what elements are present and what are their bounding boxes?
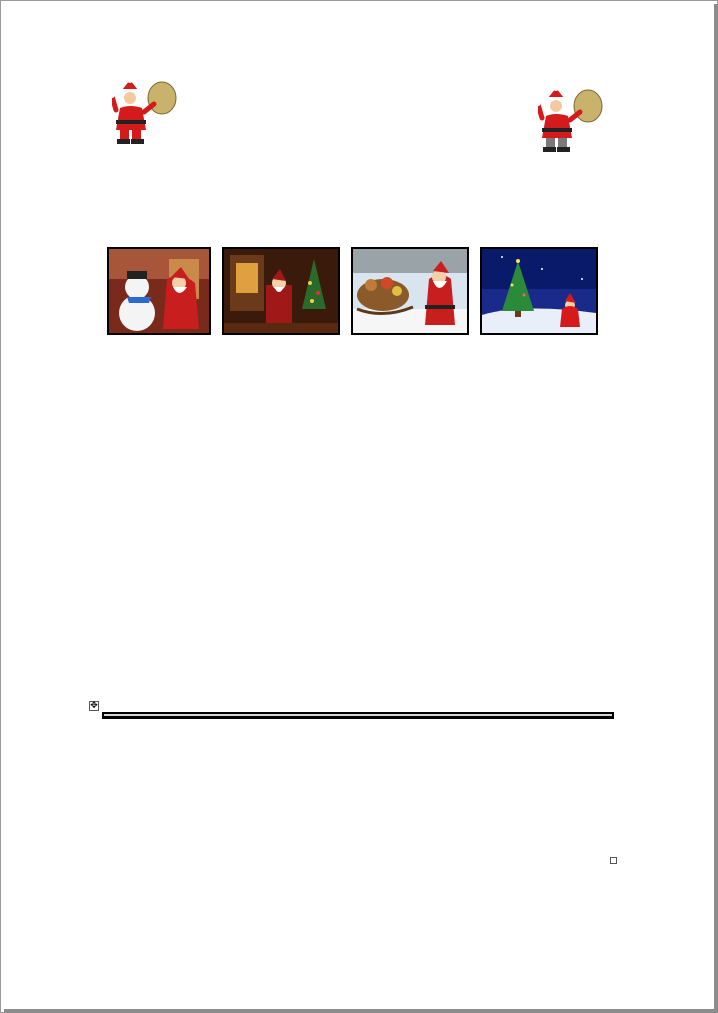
column-header-name: [358, 717, 613, 719]
column-header-country: [103, 717, 358, 719]
table-move-handle[interactable]: ✥: [90, 701, 98, 711]
photo-santa-sleigh: [351, 247, 469, 335]
table-resize-handle[interactable]: [610, 857, 617, 864]
santa-clipart-right: [538, 84, 604, 154]
intro-paragraph: [108, 178, 606, 179]
story-paragraph: [108, 597, 594, 598]
photo-snowman-santa: [107, 247, 211, 335]
santa-clipart-left: [112, 76, 178, 146]
photo-merry-christmas-tree: [480, 247, 598, 335]
languages-table: [102, 712, 614, 719]
page-shadow: [4, 1009, 718, 1013]
page-shadow: [714, 4, 718, 1013]
photo-santa-fireplace: [222, 247, 340, 335]
